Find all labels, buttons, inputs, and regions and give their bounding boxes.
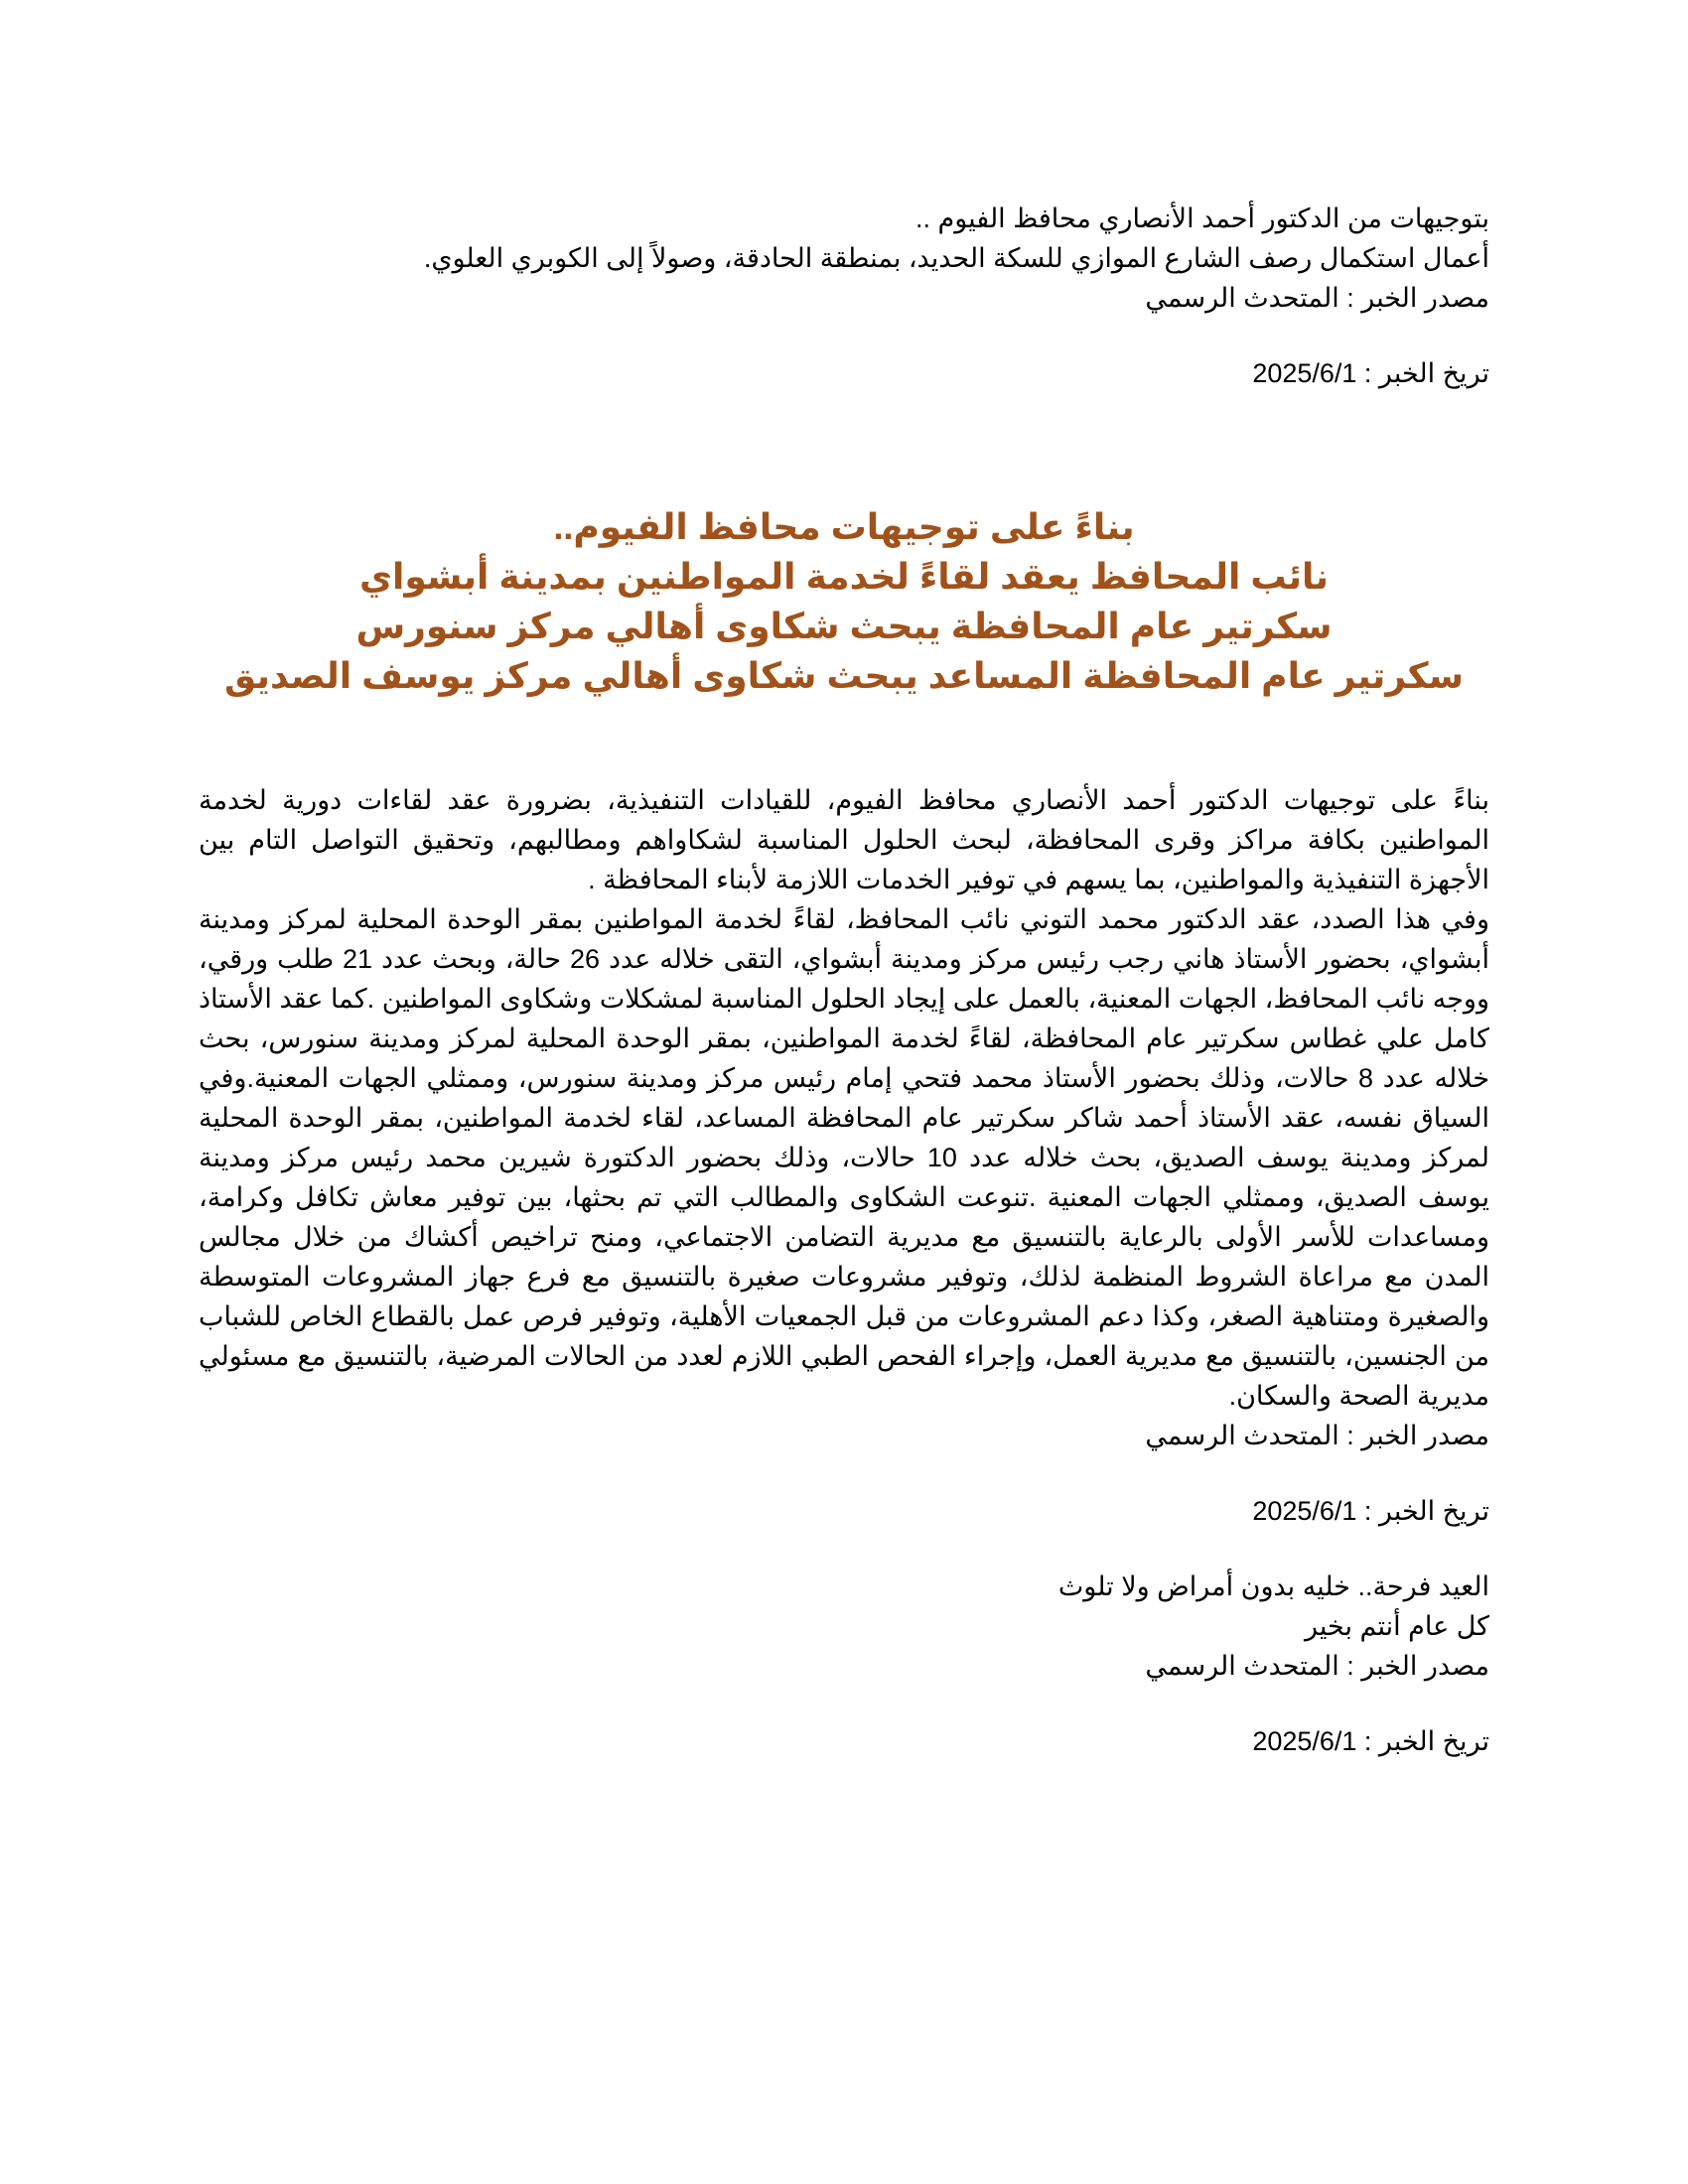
news-2-headline-4: سكرتير عام المحافظة المساعد يبحث شكاوى أهالي مركز يوسف الصديق [223, 655, 1465, 696]
news-2-headline-3: سكرتير عام المحافظة يبحث شكاوى أهالي مركز سنورس [355, 606, 1333, 646]
news-1-line-1: بتوجيهات من الدكتور أحمد الأنصاري محافظ الفيوم .. [914, 204, 1489, 233]
news-1-date: تريخ الخبر : 2025/6/1 [1252, 358, 1489, 388]
news-2-paragraph-2: وفي هذا الصدد، عقد الدكتور محمد التوني نائب المحافظ، لقاءً لخدمة المواطنين بمقر الوحدة المحلية لمركز ومدينة أبشواي، بحضور الأستاذ هاني رجب رئيس مركز ومدينة أبشواي، التقى خلاله عدد 26 حالة، وبحث عدد 21 طلب ورقي، ووجه نائب المحافظ، الجهات المعنية، بالعمل على إيجاد الحلول المناسبة لمشكلات وشكاوى المواطنين .كما عقد الأستاذ كامل علي غطاس سكرتير عام المحافظة، لقاءً لخدمة المواطنين، بمقر الوحدة المحلية لمركز ومدينة سنورس، بحث خلاله عدد 8 حالات، وذلك بحضور الأستاذ محمد فتحي إمام رئيس مركز ومدينة سنورس، وممثلي الجهات المعنية.وفي السياق نفسه، عقد الأستاذ أحمد شاكر سكرتير عام المحافظة المساعد، لقاء لخدمة المواطنين، بمقر الوحدة المحلية لمركز ومدينة يوسف الصديق، بحث خلاله عدد 10 حالات، وذلك بحضور الدكتورة شيرين محمد رئيس مركز ومدينة يوسف الصديق، وممثلي الجهات المعنية .تنوعت الشكاوى والمطالب التي تم بحثها، بين توفير معاش تكافل وكرامة، ومساعدات للأسر الأولى بالرعاية بالتنسيق مع مديرية التضامن الاجتماعي، ومنح تراخيص أكشاك من خلال مجالس المدن مع مراعاة الشروط المنظمة لذلك، وتوفير مشروعات صغيرة بالتنسيق مع فرع جهاز المشروعات المتوسطة والصغيرة ومتناهية الصغر، وكذا دعم المشروعات من قبل الجمعيات الأهلية، وتوفير فرص عمل بالقطاع الخاص للشباب من الجنسين، بالتنسيق مع مديرية العمل، وإجراء الفحص الطبي اللازم لعدد من الحالات المرضية، بالتنسيق مع مسئولي مديرية الصحة والسكان. [199, 904, 1490, 1411]
news-3-date: تريخ الخبر : 2025/6/1 [1252, 1726, 1489, 1756]
news-2-headline-1: بناءً على توجيهات محافظ الفيوم.. [553, 506, 1135, 547]
news-3-line-1: العيد فرحة.. خليه بدون أمراض ولا تلوث [1057, 1571, 1489, 1601]
news-1-source: مصدر الخبر : المتحدث الرسمي [1145, 283, 1489, 313]
document-page [199, 199, 1489, 1761]
news-2-source: مصدر الخبر : المتحدث الرسمي [1145, 1421, 1489, 1450]
news-2-headline-2: نائب المحافظ يعقد لقاءً لخدمة المواطنين بمدينة أبشواي [358, 556, 1329, 597]
news-1-line-2: أعمال استكمال رصف الشارع الموازي للسكة الحديد، بمنطقة الحادقة، وصولاً إلى الكوبري العلوي. [423, 243, 1489, 273]
news-2-date: تريخ الخبر : 2025/6/1 [1252, 1496, 1489, 1526]
news-3-source: مصدر الخبر : المتحدث الرسمي [1145, 1651, 1489, 1681]
news-item-1 [199, 199, 1489, 393]
news-2-headlines [199, 502, 1489, 701]
news-item-2 [199, 502, 1489, 1531]
news-3-line-2: كل عام أنتم بخير [1305, 1611, 1489, 1641]
news-item-3 [199, 1567, 1489, 1761]
news-2-paragraph-1: بناءً على توجيهات الدكتور أحمد الأنصاري محافظ الفيوم، للقيادات التنفيذية، بضرورة عقد لقاءات دورية لخدمة المواطنين بكافة مراكز وقرى المحافظة، لبحث الحلول المناسبة لشكاواهم ومطالبهم، وتحقيق التواصل التام بين الأجهزة التنفيذية والمواطنين، بما يسهم في توفير الخدمات اللازمة لأبناء المحافظة . [199, 785, 1489, 894]
